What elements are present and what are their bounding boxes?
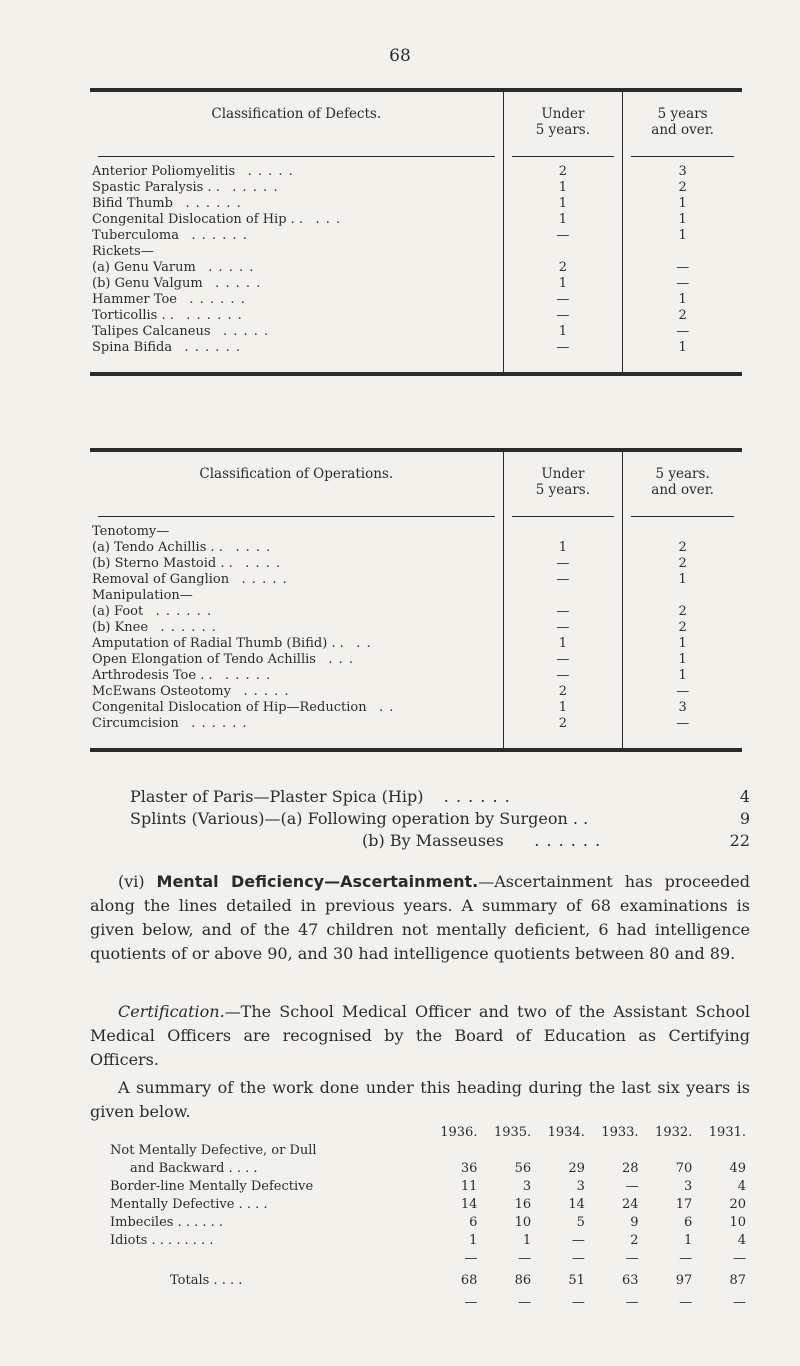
defects-header-under5: [503, 90, 623, 148]
value-cell: 3: [522, 1179, 532, 1194]
over5-cell: 1: [623, 340, 742, 356]
row-label: Circumcision: [92, 716, 179, 731]
row-label: (a) Genu Varum: [92, 260, 196, 275]
year-header: 1934.: [547, 1125, 585, 1140]
value-cell: 70: [675, 1161, 693, 1176]
leader-dots: . . . . .: [247, 164, 294, 179]
under5-cell: 1: [503, 540, 623, 556]
table-row: [90, 324, 742, 340]
value-cell: 2: [630, 1233, 639, 1248]
rule-mark: —: [571, 1295, 585, 1310]
leader-dots: . .: [378, 700, 395, 715]
year-header: 1933.: [601, 1125, 639, 1140]
header-line: and over.: [651, 482, 714, 498]
row-label-cell: [90, 212, 503, 228]
leader-dots: . . . . . .: [184, 340, 241, 355]
under5-cell: 1: [503, 276, 623, 292]
row-label-cell: [90, 684, 503, 700]
row-label-cell: [90, 180, 503, 196]
operations-header-under5: [503, 450, 623, 508]
under5-cell: 2: [503, 164, 623, 180]
header-line: 5 years.: [655, 466, 710, 482]
table-row: [110, 1214, 750, 1232]
over5-cell: 1: [623, 652, 742, 668]
row-label-cell: [90, 324, 503, 340]
table-row: [90, 276, 742, 292]
total-cell: 86: [514, 1273, 532, 1288]
plaster-value: 22: [729, 831, 750, 850]
header-line: Under: [541, 466, 585, 482]
value-cell: —: [571, 1233, 585, 1248]
plaster-row: [130, 830, 750, 852]
table-row: [90, 716, 742, 732]
under5-cell: —: [503, 604, 623, 620]
value-cell: 5: [576, 1215, 585, 1230]
summary-text: A summary of the work done under this heading during the last six years is given below.: [90, 1078, 750, 1121]
plaster-value: 4: [739, 787, 750, 806]
certification-paragraph: [90, 1000, 750, 1072]
row-label-cell: [90, 228, 503, 244]
leader-dots: . . . . . .: [185, 196, 242, 211]
leader-dots: . . . . . .: [191, 716, 248, 731]
leader-dots: . . . .: [235, 540, 272, 555]
over5-cell: 1: [623, 668, 742, 684]
table-row: [110, 1196, 750, 1214]
row-label-cell: [90, 260, 503, 276]
plaster-value: 9: [739, 809, 750, 828]
row-label: and Backward . . . .: [130, 1161, 258, 1176]
row-label: Congenital Dislocation of Hip—Reduction: [92, 700, 367, 715]
over5-cell: 1: [623, 212, 742, 228]
row-label-cell: [90, 588, 503, 604]
table-row: [90, 524, 742, 540]
row-label: (b) Sterno Mastoid . .: [92, 556, 233, 571]
value-cell: 28: [622, 1161, 639, 1176]
row-label: Spastic Paralysis . .: [92, 180, 220, 195]
row-label-cell: [90, 556, 503, 572]
over5-cell: 1: [623, 572, 742, 588]
value-cell: 4: [737, 1233, 746, 1248]
row-label: (a) Tendo Achillis . .: [92, 540, 223, 555]
summary-paragraph: [90, 1076, 750, 1124]
table-row: [110, 1232, 750, 1250]
table-row: [90, 228, 742, 244]
value-cell: 16: [514, 1197, 532, 1212]
over5-cell: —: [623, 324, 742, 340]
rule-mark: —: [464, 1295, 478, 1310]
defects-header-classification: [90, 90, 503, 148]
summary-year-row: [110, 1124, 750, 1142]
value-cell: 24: [622, 1197, 639, 1212]
under5-cell: —: [503, 652, 623, 668]
table-row: [90, 572, 742, 588]
header-line: Under: [541, 106, 585, 122]
rule-mark: —: [625, 1251, 639, 1266]
under5-cell: 1: [503, 196, 623, 212]
certification-heading: Certification.: [118, 1002, 225, 1021]
under5-cell: 1: [503, 324, 623, 340]
value-cell: 14: [460, 1197, 478, 1212]
operations-header-classification: [90, 450, 503, 508]
over5-cell: 2: [623, 180, 742, 196]
value-cell: 10: [514, 1215, 532, 1230]
under5-cell: [503, 524, 623, 540]
table-row: [90, 196, 742, 212]
plaster-label: (b) By Masseuses: [362, 831, 504, 850]
operations-table: [90, 448, 742, 752]
value-cell: —: [625, 1179, 639, 1194]
header-line: Classification of Defects.: [211, 106, 382, 122]
operations-header-over5: [623, 450, 742, 508]
plaster-label: Splints (Various)—(a) Following operation by Surgeon . .: [130, 809, 589, 828]
row-label: Arthrodesis Toe . .: [92, 668, 213, 683]
table-row: [90, 340, 742, 356]
total-cell: 51: [568, 1273, 585, 1288]
under5-cell: —: [503, 228, 623, 244]
leader-dots: . . . . . .: [160, 620, 217, 635]
over5-cell: 2: [623, 604, 742, 620]
value-cell: [481, 1142, 535, 1160]
leader-dots: . . . . . .: [186, 308, 243, 323]
under5-cell: 1: [503, 180, 623, 196]
over5-cell: 1: [623, 228, 742, 244]
over5-cell: [623, 588, 742, 604]
row-label-cell: [90, 276, 503, 292]
row-label: Congenital Dislocation of Hip . .: [92, 212, 304, 227]
row-label-cell: [90, 524, 503, 540]
plaster-label: Plaster of Paris—Plaster Spica (Hip): [130, 787, 424, 806]
value-cell: 9: [630, 1215, 639, 1230]
over5-cell: —: [623, 260, 742, 276]
row-label-cell: [90, 244, 503, 260]
summary-table: [110, 1124, 750, 1312]
row-label: McEwans Osteotomy: [92, 684, 231, 699]
row-label-cell: [90, 164, 503, 180]
value-cell: [535, 1142, 589, 1160]
row-label: Tenotomy—: [92, 524, 170, 539]
table-row: [90, 684, 742, 700]
rule-mark: —: [679, 1295, 693, 1310]
plaster-list: [130, 786, 750, 852]
value-cell: 56: [514, 1161, 532, 1176]
table-row: [90, 652, 742, 668]
row-label: Removal of Ganglion: [92, 572, 230, 587]
table-row: [110, 1160, 750, 1178]
leader-dots: . . . . .: [208, 260, 255, 275]
under5-cell: —: [503, 556, 623, 572]
row-label-cell: [90, 620, 503, 636]
row-label-cell: [90, 292, 503, 308]
row-label: Not Mentally Defective, or Dull: [110, 1143, 317, 1158]
table-row: [90, 292, 742, 308]
row-label: Talipes Calcaneus: [92, 324, 211, 339]
totals-label: Totals . . . .: [170, 1273, 243, 1288]
rule-row: [110, 1250, 750, 1268]
table-bottom-rule: [90, 356, 742, 374]
value-cell: [696, 1142, 750, 1160]
under5-cell: —: [503, 668, 623, 684]
row-label: Tuberculoma: [92, 228, 179, 243]
para-text: —The School Medical Officer and two of the Assistant School Medical Officers are recognised by the Board of Education as Certifying Officers.: [90, 1002, 750, 1069]
plaster-row: [130, 786, 750, 808]
year-header: 1935.: [493, 1125, 532, 1140]
rule-mark: —: [733, 1251, 746, 1266]
under5-cell: —: [503, 620, 623, 636]
leader-dots: . . .: [328, 652, 355, 667]
value-cell: 6: [683, 1215, 693, 1230]
plaster-row: [130, 808, 750, 830]
rule-mark: —: [518, 1295, 532, 1310]
page-number: 68: [389, 46, 411, 66]
value-cell: 3: [576, 1179, 585, 1194]
row-label: Manipulation—: [92, 588, 193, 603]
row-label-cell: [90, 716, 503, 732]
table-row: [90, 164, 742, 180]
over5-cell: 2: [623, 540, 742, 556]
row-label-cell: [90, 340, 503, 356]
row-label-cell: [90, 572, 503, 588]
defects-table: [90, 88, 742, 376]
mental-deficiency-paragraph: [90, 870, 750, 966]
row-label-cell: [90, 652, 503, 668]
under5-cell: —: [503, 340, 623, 356]
row-label: Torticollis . .: [92, 308, 174, 323]
value-cell: 6: [469, 1215, 478, 1230]
over5-cell: 2: [623, 620, 742, 636]
leader-dots: . . . . .: [243, 684, 290, 699]
leader-dots: . . . .: [245, 556, 282, 571]
row-label: Mentally Defective . . . .: [110, 1197, 268, 1212]
table-row: [90, 588, 742, 604]
row-label: Anterior Poliomyelitis: [92, 164, 236, 179]
under5-cell: 1: [503, 212, 623, 228]
year-header: 1932.: [655, 1125, 693, 1140]
under5-cell: 2: [503, 260, 623, 276]
row-label: Open Elongation of Tendo Achillis: [92, 652, 316, 667]
rule-mark: —: [571, 1251, 585, 1266]
row-label-cell: [90, 196, 503, 212]
value-cell: [643, 1142, 697, 1160]
leader-dots: . .: [356, 636, 372, 651]
leader-dots: . . . . .: [225, 668, 272, 683]
total-cell: 87: [729, 1273, 746, 1288]
under5-cell: 2: [503, 684, 623, 700]
totals-row: [110, 1268, 750, 1294]
over5-cell: 1: [623, 292, 742, 308]
value-cell: 1: [469, 1233, 478, 1248]
leader-dots: . . . . . .: [155, 604, 213, 619]
rule-mark: —: [464, 1251, 478, 1266]
rule-mark: —: [625, 1295, 639, 1310]
header-line: 5 years: [657, 106, 708, 122]
value-cell: 20: [729, 1197, 746, 1212]
rule-mark: —: [518, 1251, 532, 1266]
row-label-cell: [90, 668, 503, 684]
row-label: (a) Foot: [92, 604, 144, 619]
over5-cell: 1: [623, 196, 742, 212]
value-cell: 11: [460, 1179, 478, 1194]
row-label: Rickets—: [92, 244, 154, 259]
table-row: [90, 244, 742, 260]
over5-cell: 3: [623, 164, 742, 180]
leader-dots: . . . . .: [215, 276, 262, 291]
plaster-dots: . . . . . .: [534, 831, 602, 850]
table-row: [90, 308, 742, 324]
defects-header-over5: [623, 90, 742, 148]
row-label-cell: [90, 308, 503, 324]
table-row: [90, 180, 742, 196]
para-lead: (vi): [118, 872, 157, 891]
row-label: Spina Bifida: [92, 340, 173, 355]
under5-cell: —: [503, 292, 623, 308]
table-row: [90, 636, 742, 652]
leader-dots: . . .: [315, 212, 342, 227]
table-row: [90, 556, 742, 572]
table-row: [90, 604, 742, 620]
value-cell: 36: [460, 1161, 478, 1176]
plaster-dots: . . . . . .: [443, 787, 511, 806]
section-heading: Mental Deficiency—Ascertainment.: [156, 872, 479, 891]
table-row: [110, 1142, 750, 1160]
value-cell: 1: [683, 1233, 693, 1248]
over5-cell: [623, 524, 742, 540]
row-label: Border-line Mentally Defective: [110, 1179, 314, 1194]
total-cell: 97: [675, 1273, 693, 1288]
leader-dots: . . . . .: [222, 324, 270, 339]
table-row: [90, 260, 742, 276]
row-label-cell: [90, 540, 503, 556]
over5-cell: 1: [623, 636, 742, 652]
row-label: (b) Genu Valgum: [92, 276, 203, 291]
row-label-cell: [90, 636, 503, 652]
year-header: 1931.: [708, 1125, 746, 1140]
leader-dots: . . . . .: [232, 180, 279, 195]
value-cell: 17: [675, 1197, 693, 1212]
row-label: Idiots . . . . . . . .: [110, 1233, 214, 1248]
value-cell: 14: [568, 1197, 585, 1212]
row-label: Hammer Toe: [92, 292, 177, 307]
table-bottom-rule: [90, 732, 742, 750]
value-cell: 4: [737, 1179, 746, 1194]
para-text: —Ascertainment has proceeded along the lines detailed in previous years. A summary of 68 examinations is given below, and of the 47 children not mentally deficient, 6 had intelligence quotients of or above 90, and 30 had intelligence quotients between 80 and 89.: [90, 872, 750, 963]
over5-cell: —: [623, 276, 742, 292]
under5-cell: [503, 588, 623, 604]
value-cell: 10: [729, 1215, 746, 1230]
row-label: Amputation of Radial Thumb (Bifid) . .: [92, 636, 344, 651]
table-row: [90, 668, 742, 684]
row-label: Imbeciles . . . . . .: [110, 1215, 224, 1230]
leader-dots: . . . . .: [241, 572, 288, 587]
value-cell: 1: [522, 1233, 532, 1248]
table-row: [90, 700, 742, 716]
row-label-cell: [90, 700, 503, 716]
rule-mark: —: [733, 1295, 746, 1310]
value-cell: 3: [683, 1179, 693, 1194]
over5-cell: [623, 244, 742, 260]
total-cell: 63: [622, 1273, 639, 1288]
under5-cell: [503, 244, 623, 260]
rule-mark: —: [679, 1251, 693, 1266]
under5-cell: —: [503, 572, 623, 588]
under5-cell: 2: [503, 716, 623, 732]
over5-cell: 2: [623, 308, 742, 324]
header-line: 5 years.: [535, 122, 590, 138]
header-line: Classification of Operations.: [199, 466, 394, 482]
table-row: [110, 1178, 750, 1196]
year-header: 1936.: [440, 1125, 478, 1140]
value-cell: 49: [729, 1161, 746, 1176]
row-label-cell: [90, 604, 503, 620]
over5-cell: —: [623, 716, 742, 732]
under5-cell: 1: [503, 700, 623, 716]
over5-cell: 3: [623, 700, 742, 716]
row-label: Bifid Thumb: [92, 196, 173, 211]
value-cell: [589, 1142, 643, 1160]
under5-cell: 1: [503, 636, 623, 652]
leader-dots: . . . . . .: [191, 228, 248, 243]
table-row: [90, 620, 742, 636]
value-cell: 29: [568, 1161, 585, 1176]
rule-row: [110, 1294, 750, 1312]
over5-cell: 2: [623, 556, 742, 572]
table-row: [90, 212, 742, 228]
over5-cell: —: [623, 684, 742, 700]
under5-cell: —: [503, 308, 623, 324]
header-line: and over.: [651, 122, 714, 138]
total-cell: 68: [460, 1273, 478, 1288]
leader-dots: . . . . . .: [189, 292, 246, 307]
header-line: 5 years.: [535, 482, 590, 498]
value-cell: [428, 1142, 482, 1160]
row-label: (b) Knee: [92, 620, 149, 635]
table-row: [90, 540, 742, 556]
